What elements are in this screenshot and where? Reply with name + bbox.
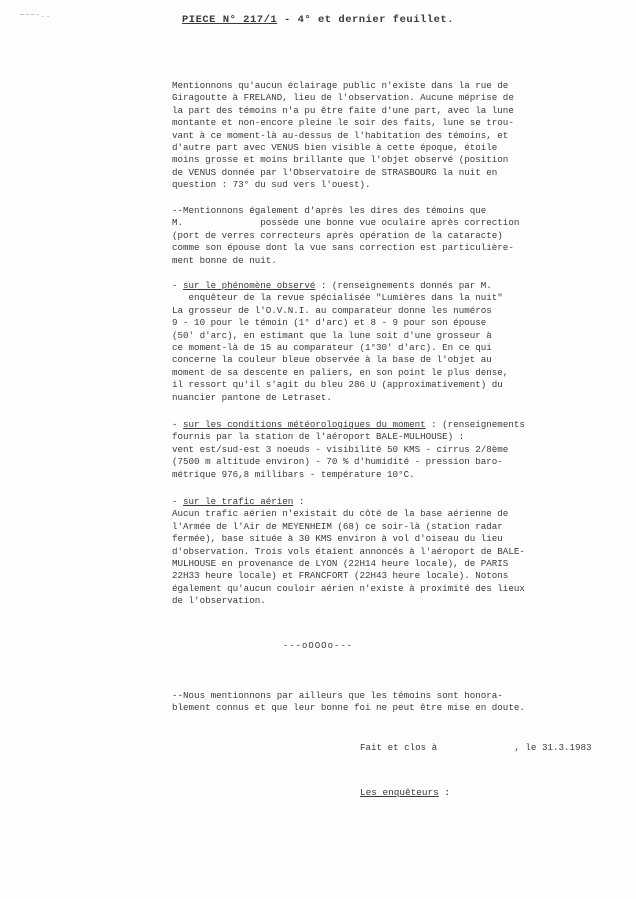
paragraph-phenomenon: [172, 280, 614, 404]
phenomenon-line1: : (renseignements donnés par M.: [315, 280, 492, 291]
page-header: [0, 14, 636, 26]
section-separator: ---oOOOo---: [282, 641, 354, 651]
paragraph-weather: [172, 419, 614, 481]
piece-number: PIECE N° 217/1: [181, 14, 278, 26]
traffic-heading: sur le trafic aérien: [183, 496, 294, 507]
weather-heading: sur les conditions météorologiques du moment: [183, 419, 426, 430]
weather-body: fournis par la station de l'aéroport BALE-MULHOUSE) : vent est/sud-est 3 noeuds - visibilité 50 KMS - cirrus 2/8ème (7500 m altitude environ) - 70 % d'humidité - pression baro- métrique 976,8 millibars - température 10°C.: [172, 431, 509, 480]
paragraph-air-traffic: [172, 496, 614, 608]
traffic-line1: :: [293, 496, 305, 507]
phenomenon-prefix: -: [172, 280, 184, 291]
weather-prefix: -: [172, 419, 184, 430]
investigators-label: Les enquêteurs: [360, 787, 439, 798]
paragraph-eyesight: --Mentionnons également d'après les dires des témoins que M. possède une bonne vue oculaire après correction (port de verres correcteurs après opération de la cataracte) comme son épouse dont la vue sans correction est particulière- ment bonne de nuit.: [172, 205, 520, 266]
investigators-signoff: [360, 787, 450, 798]
paragraph-lighting: Mentionnons qu'aucun éclairage public n'existe dans la rue de Giragoutte à FRELAND, lieu de l'observation. Aucune méprise de la part des témoins n'a pu être faite d'une part, avec la lune montante et non-encore pleine le soir des faits, lune se trou- vant à ce moment-là au-dessus de l'habitation des témoins, et d'autre part avec VENUS bien visible à cette époque, étoile moins grosse et moins brillante que l'objet observé (position de VENUS donnée par l'Observatoire de STRASBOURG la nuit en question : 73° du sud vers l'ouest).: [172, 80, 514, 191]
phenomenon-heading: sur le phénomène observé: [183, 280, 316, 291]
paragraph-good-faith: --Nous mentionnons par ailleurs que les témoins sont honora- blement connus et que leur bonne foi ne peut être mise en doute.: [172, 690, 525, 714]
weather-line1: : (renseignements: [425, 419, 525, 430]
corner-mark: ~~~-..: [20, 12, 52, 20]
signoff-colon: :: [438, 787, 451, 798]
traffic-body: Aucun trafic aérien n'existait du côté de la base aérienne de l'Armée de l'Air de MEYENHEIM (68) ce soir-là (station radar fermée), base située à 30 KMS environ à vol d'oiseau du lieu d'observation. Trois vols étaient annoncés à l'aéroport de BALE- MULHOUSE en provenance de LYON (22H14 heure locale), de PARIS 22H33 heure locale) et FRANCFORT (22H43 heure locale). Notons également qu'aucun couloir aérien n'existe à proximité des lieux de l'observation.: [172, 508, 525, 607]
phenomenon-body: enquêteur de la revue spécialisée "Lumières dans la nuit" La grosseur de l'O.V.N.I. au comparateur donne les numéros 9 - 10 pour le témoin (1° d'arc) et 8 - 9 pour son épouse (50' d'arc), en estimant que la lune soit d'une grosseur à ce moment-là de 15 au comparateur (1°30' d'arc). En ce qui concerne la couleur bleue observée à la base de l'objet au moment de sa descente en paliers, en son point le plus dense, il ressort qu'il s'agit du bleu 286 U (approximativement) du nuancier pantone de Letraset.: [172, 292, 509, 403]
traffic-prefix: -: [172, 496, 184, 507]
closing-line: Fait et clos à , le 31.3.1983: [360, 742, 592, 753]
sheet-label: - 4° et dernier feuillet.: [277, 14, 455, 26]
